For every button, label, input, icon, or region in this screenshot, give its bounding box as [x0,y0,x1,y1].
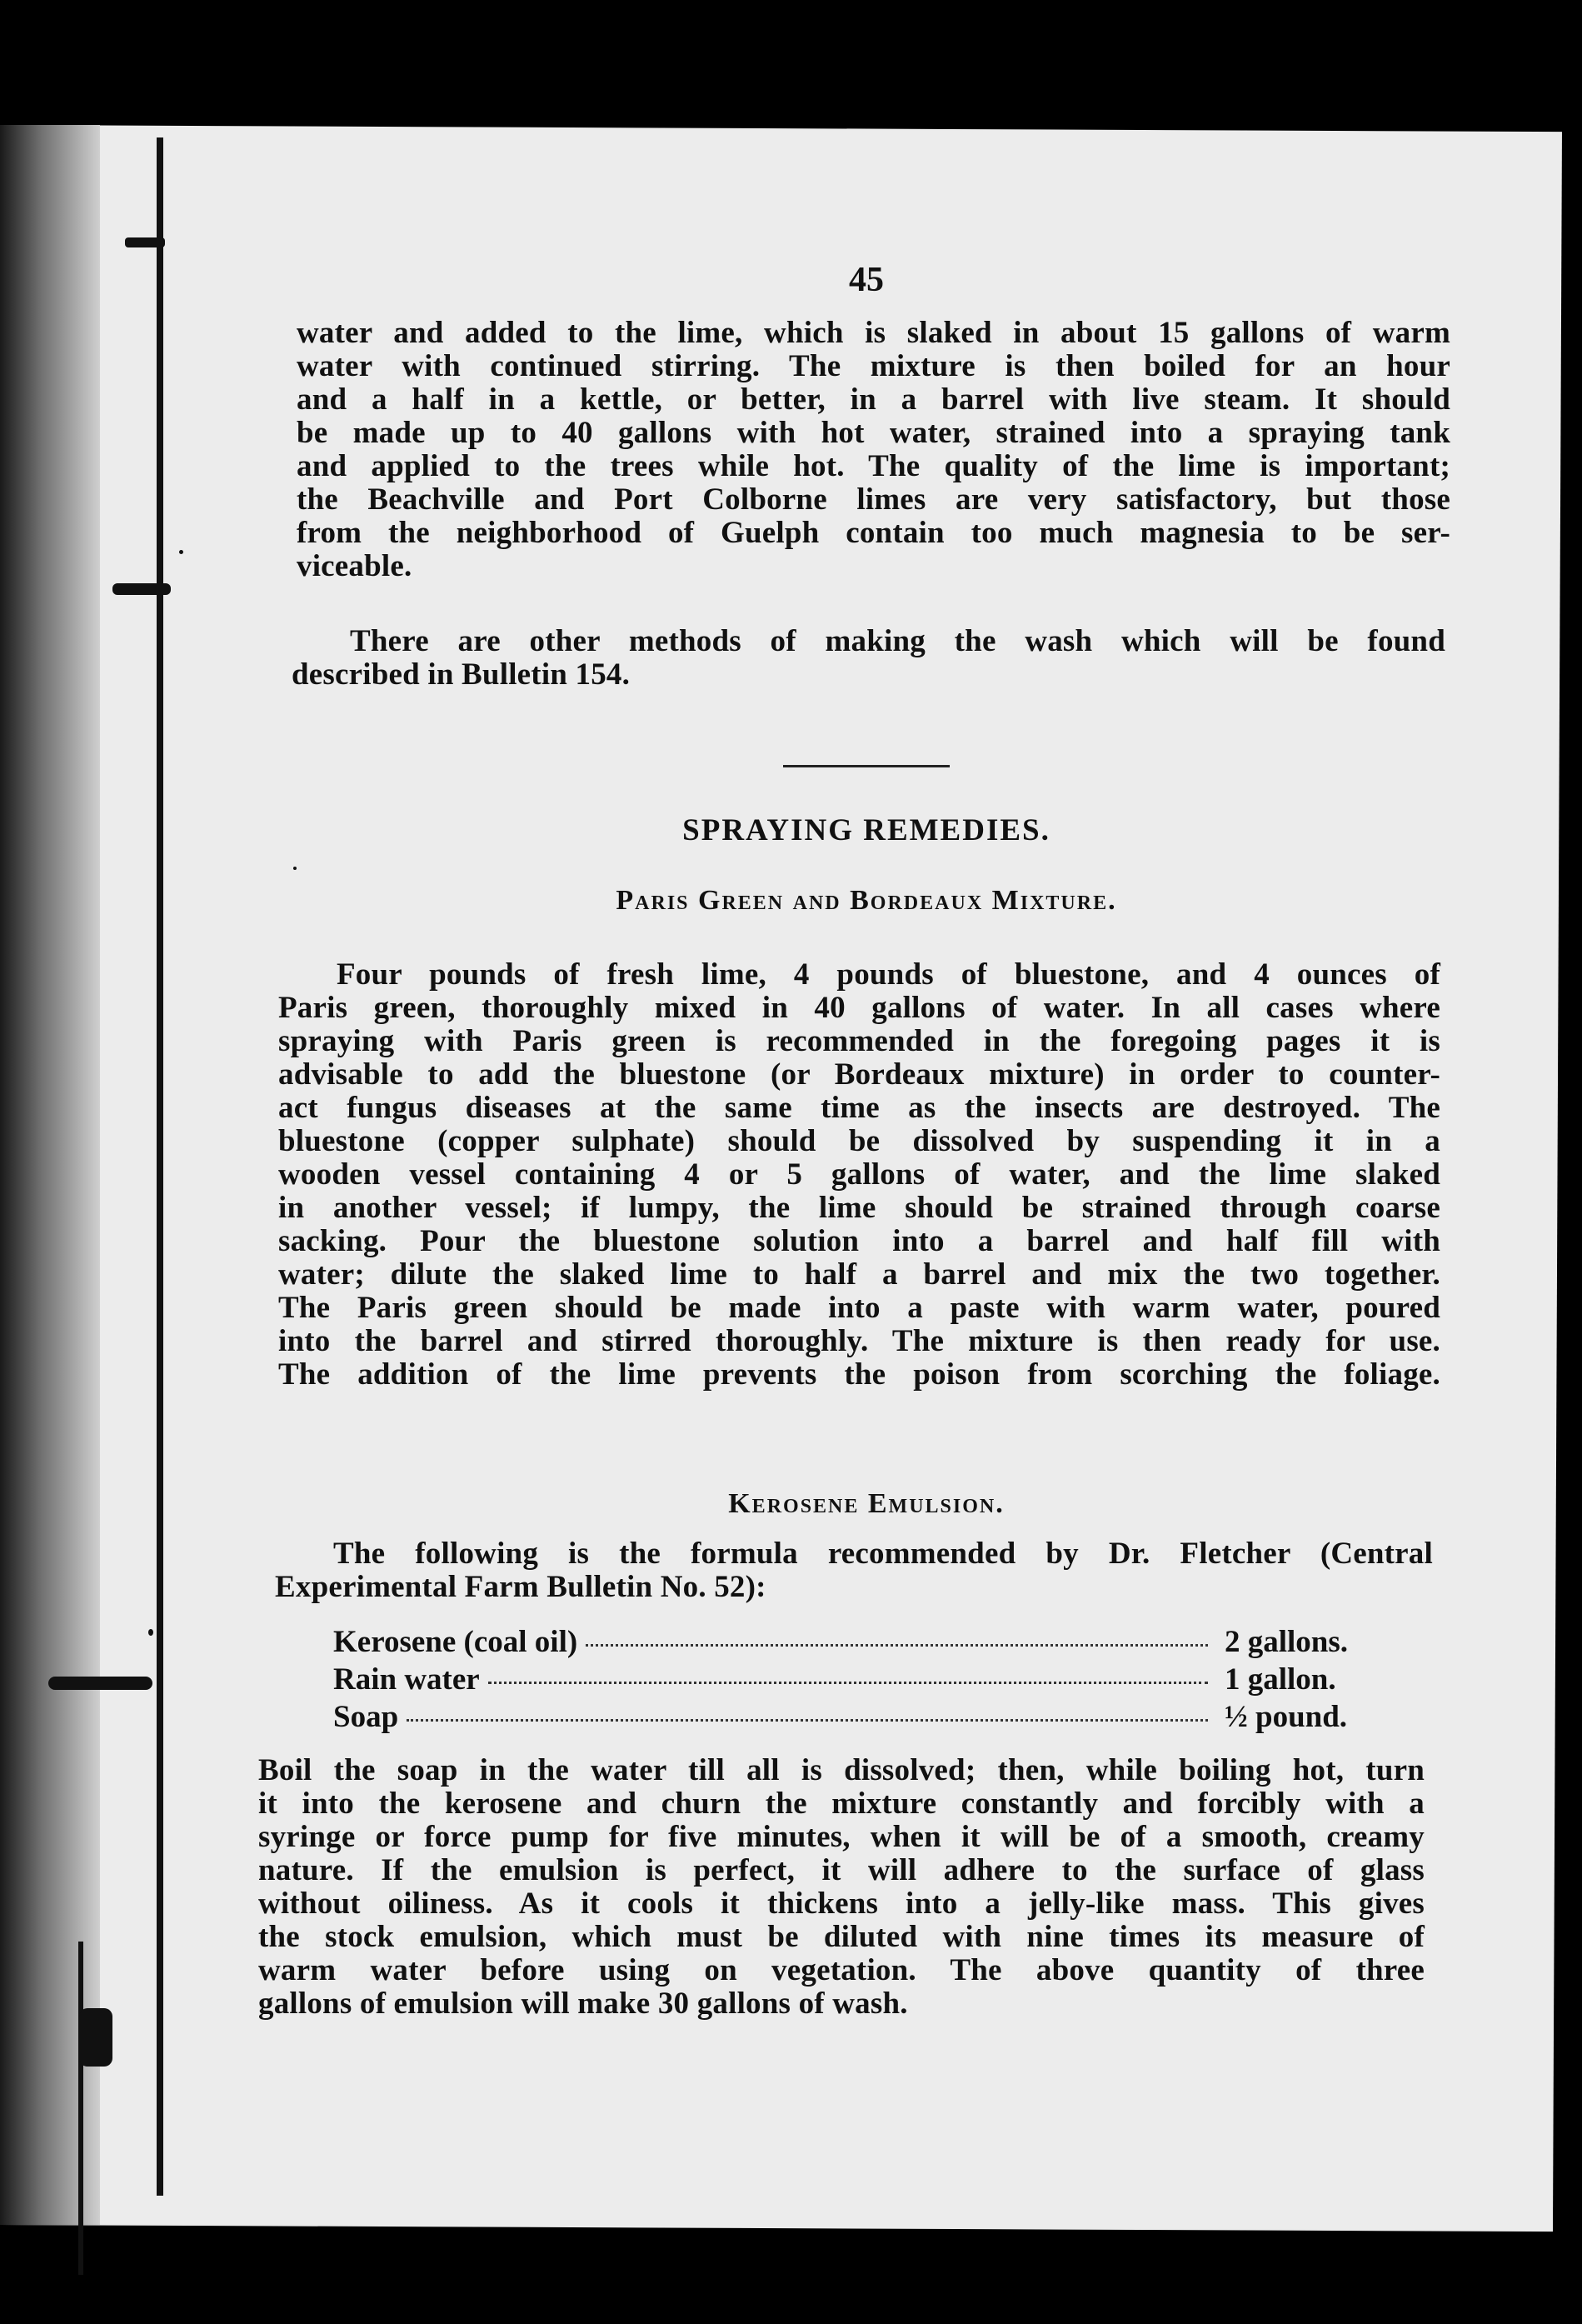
text-line: gallons of emulsion will make 30 gallons of wash. [258,1987,908,2021]
paragraph-lime-sulphur-continued [297,317,1450,583]
text-line: and a half in a kettle, or better, in a barrel with live steam. It should [297,382,1450,417]
binding-shadow [0,125,100,2225]
text-line: the Beachville and Port Colborne limes are very satisfactory, but those [297,482,1450,517]
text-line: it into the kerosene and churn the mixture constantly and forcibly with a [258,1787,1425,1821]
binding-thread-mark [79,2008,112,2067]
ingredient-row [333,1661,1416,1698]
text-line: Paris green, thoroughly mixed in 40 gallons of water. In all cases where [278,991,1440,1025]
section-title: SPRAYING REMEDIES. [682,813,1051,847]
section-divider [783,765,950,767]
binding-thread-mark [112,583,171,595]
binding-thread-mark [48,1677,152,1690]
text-line: described in Bulletin 154. [292,657,631,692]
page-number: 45 [849,261,884,299]
ingredient-row [333,1698,1416,1736]
subsection-title-kerosene: Kerosene Emulsion. [728,1488,1005,1519]
text-line: The addition of the lime prevents the poison from scorching the foliage. [278,1357,1440,1392]
text-line: The following is the formula recommended by Dr. Fletcher (Central [333,1537,1433,1571]
paragraph-other-methods [292,625,1445,692]
text-line: from the neighborhood of Guelph contain too much magnesia to be ser- [297,516,1450,550]
text-line: water and added to the lime, which is slaked in about 15 gallons of warm [297,316,1450,350]
binding-line [157,137,163,2196]
speck [293,867,297,870]
text-line: warm water before using on vegetation. The above quantity of three [258,1953,1425,1987]
text-line: Experimental Farm Bulletin No. 52): [275,1570,766,1604]
text-line: bluestone (copper sulphate) should be dissolved by suspending it in a [278,1124,1440,1158]
ingredient-quantity: ½ pound. [1225,1700,1348,1734]
text-line: act fungus diseases at the same time as the insects are destroyed. The [278,1091,1440,1125]
speck [148,1629,153,1636]
text-line: viceable. [297,549,412,583]
ingredient-name: Rain water [333,1662,480,1697]
paragraph-paris-green [278,958,1440,1392]
binding-line-lower [78,1942,83,2275]
leader-dots [586,1643,1208,1647]
text-line: sacking. Pour the bluestone solution into a barrel and half fill with [278,1224,1440,1258]
text-line: without oiliness. As it cools it thickens into a jelly-like mass. This gives [258,1887,1425,1921]
text-line: wooden vessel containing 4 or 5 gallons of water, and the lime slaked [278,1157,1440,1192]
ingredient-name: Soap [333,1700,399,1734]
text-line: into the barrel and stirred thoroughly. The mixture is then ready for use. [278,1324,1440,1358]
text-line: be made up to 40 gallons with hot water, strained into a spraying tank [297,416,1450,450]
text-line: nature. If the emulsion is perfect, it will adhere to the surface of glass [258,1853,1425,1887]
text-line: syringe or force pump for five minutes, when it will be of a smooth, creamy [258,1820,1425,1854]
ingredient-quantity: 1 gallon. [1225,1662,1336,1697]
ingredient-name: Kerosene (coal oil) [333,1625,578,1659]
text-line: and applied to the trees while hot. The quality of the lime is important; [297,449,1450,483]
leader-dots [407,1718,1208,1722]
text-line: in another vessel; if lumpy, the lime should be strained through coarse [278,1191,1440,1225]
leader-dots [488,1681,1208,1684]
ingredient-quantity: 2 gallons. [1225,1625,1349,1659]
ingredient-row [333,1623,1416,1661]
text-line: water; dilute the slaked lime to half a barrel and mix the two together. [278,1257,1440,1292]
text-line: the stock emulsion, which must be diluted with nine times its measure of [258,1920,1425,1954]
text-line: water with continued stirring. The mixture is then boiled for an hour [297,349,1450,383]
text-line: Four pounds of fresh lime, 4 pounds of bluestone, and 4 ounces of [337,957,1440,992]
subsection-title-paris-green: Paris Green and Bordeaux Mixture. [616,885,1117,916]
ingredient-list [333,1623,1416,1736]
text-line: spraying with Paris green is recommended in the foregoing pages it is [278,1024,1440,1058]
paragraph-emulsion-method [258,1754,1425,2021]
binding-thread-mark [125,237,165,247]
text-line: The Paris green should be made into a paste with warm water, poured [278,1291,1440,1325]
text-line: advisable to add the bluestone (or Bordeaux mixture) in order to counter- [278,1057,1440,1092]
text-line: Boil the soap in the water till all is dissolved; then, while boiling hot, turn [258,1753,1425,1787]
text-line: There are other methods of making the wash which will be found [350,624,1445,658]
paragraph-formula-intro [275,1537,1433,1604]
speck [179,550,183,554]
